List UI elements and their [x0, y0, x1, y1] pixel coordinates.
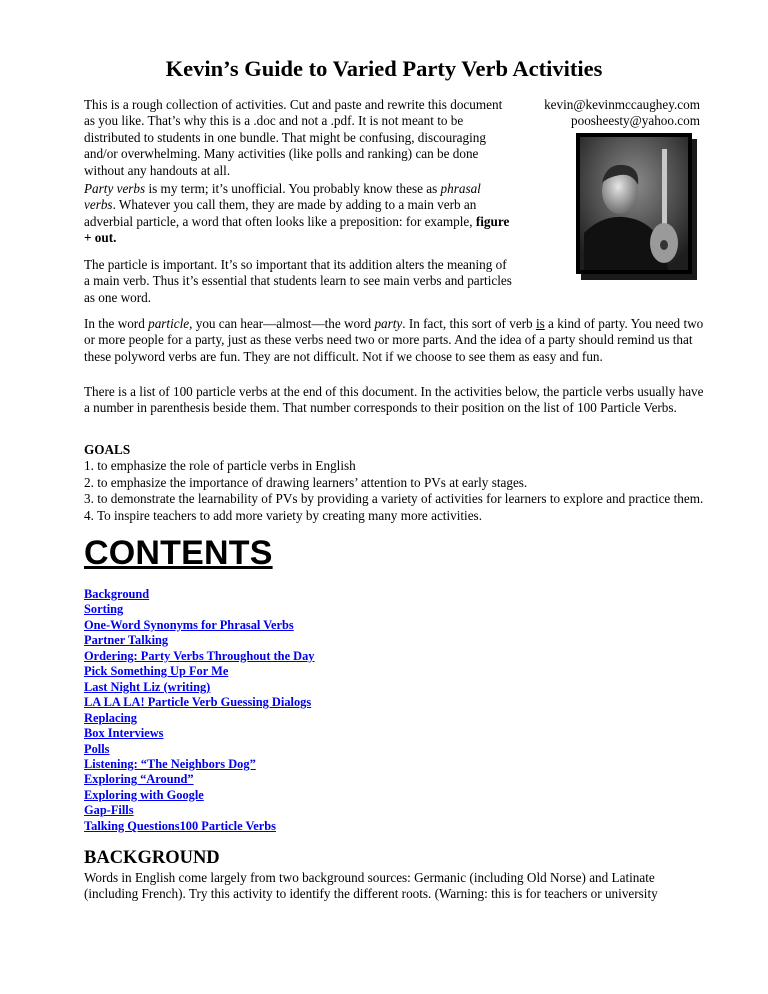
- toc-item: [84, 772, 315, 787]
- toc-link-ordering[interactable]: Ordering: Party Verbs Throughout the Day: [84, 648, 315, 663]
- toc-item: [84, 726, 315, 741]
- contact-email-secondary: poosheesty@yahoo.com: [571, 113, 700, 129]
- toc-item: [84, 664, 315, 679]
- intro-paragraph-4: [84, 316, 704, 365]
- toc-link-background[interactable]: Background: [84, 587, 150, 601]
- contents-heading: CONTENTS: [84, 534, 273, 572]
- toc-item: [84, 803, 315, 818]
- emphasis-is: is: [535, 316, 545, 331]
- toc-link-talking-questions[interactable]: Talking Questions100 Particle Verbs: [84, 818, 276, 833]
- text-run: is my term; it’s unofficial. You probably know these as: [145, 181, 441, 196]
- term-phrasal-verbs: phrasal verbs: [84, 181, 481, 213]
- toc-link-partner-talking[interactable]: Partner Talking: [84, 633, 169, 648]
- toc-item: [84, 649, 315, 664]
- term-particle: particle: [148, 316, 190, 331]
- toc-link-listening[interactable]: Listening: “The Neighbors Dog”: [84, 756, 256, 771]
- toc-item: [84, 819, 315, 834]
- text-run: , you can hear—almost—the word: [189, 316, 375, 331]
- toc-link-pick-something-up[interactable]: Pick Something Up For Me: [84, 664, 229, 679]
- toc-link-sorting[interactable]: Sorting: [84, 602, 124, 617]
- toc-item: [84, 602, 315, 617]
- text-run: a kind of party. You need two or more people for a party, just as these verbs need two or more parts. And the idea of a party should remind us that these polyword verbs are fun. They are not difficult. Not if we choose to see them as easy and fun.: [84, 316, 704, 364]
- goals-heading: GOALS: [84, 442, 131, 457]
- intro-paragraph-3: The particle is important. It’s so important that its addition alters the meaning of a main verb. Thus it’s essential that students learn to see main verbs and particles as one word.: [84, 257, 512, 305]
- background-paragraph: Words in English come largely from two background sources: Germanic (including Old Norse) and Latinate (including French). Try this activity to identify the different roots. (Warning: this is for teachers or university: [84, 870, 658, 902]
- author-photo-image: [576, 133, 692, 274]
- toc-link-box-interviews[interactable]: Box Interviews: [84, 726, 164, 741]
- table-of-contents: [84, 587, 315, 834]
- text-run: . Whatever you call them, they are made by adding to a main verb an adverbial particle, a word that often looks like a preposition: for example,: [84, 197, 477, 229]
- toc-link-replacing[interactable]: Replacing: [84, 710, 138, 725]
- contact-email-primary: kevin@kevinmccaughey.com: [544, 97, 700, 112]
- author-photo: [576, 133, 692, 274]
- toc-link-gap-fills[interactable]: Gap-Fills: [84, 803, 134, 818]
- toc-item: [84, 742, 315, 757]
- toc-link-last-night-liz[interactable]: Last Night Liz (writing): [84, 679, 211, 694]
- toc-item: [84, 680, 315, 695]
- toc-link-polls[interactable]: Polls: [84, 741, 110, 756]
- example-figure-out: figure + out.: [84, 213, 510, 246]
- toc-item: [84, 618, 315, 633]
- toc-item: [84, 633, 315, 648]
- toc-item: [84, 788, 315, 803]
- toc-item: [84, 587, 315, 602]
- goals-section: [84, 442, 704, 524]
- goal-item: 2. to emphasize the importance of drawing learners’ attention to PVs at early stages.: [84, 474, 528, 490]
- term-party-verbs: Party verbs: [84, 181, 146, 196]
- goal-item: 1. to emphasize the role of particle verbs in English: [84, 458, 356, 474]
- text-run: In the word: [84, 316, 149, 331]
- toc-item: [84, 711, 315, 726]
- term-party: party: [374, 316, 403, 331]
- text-run: . In fact, this sort of verb: [402, 316, 536, 331]
- toc-link-la-la-la[interactable]: LA LA LA! Particle Verb Guessing Dialogs: [84, 695, 312, 710]
- toc-item: [84, 695, 315, 710]
- contact-block: [544, 97, 700, 130]
- intro-paragraph-5: There is a list of 100 particle verbs at the end of this document. In the activities below, the particle verbs usually have a number in parenthesis beside them. That number corresponds to their position on the list of 100 Particle Verbs.: [84, 384, 704, 416]
- document-title: Kevin’s Guide to Varied Party Verb Activities: [165, 56, 603, 81]
- toc-link-synonyms[interactable]: One-Word Synonyms for Phrasal Verbs: [84, 617, 294, 632]
- goal-item: 3. to demonstrate the learnability of PVs by providing a variety of activities for learners to explore and practice them.: [84, 491, 704, 507]
- goal-item: 4. To inspire teachers to add more variety by creating many more activities.: [84, 507, 482, 523]
- intro-paragraph-1: This is a rough collection of activities. Cut and paste and rewrite this document as you like. That’s why this is a .doc and not a .pdf. It is not meant to be distributed to students in one bundle. That might be confusing, discouraging and/or overwhelming. Many activities (like polls and ranking) can be done without any handouts at all.: [84, 97, 503, 178]
- toc-link-exploring-around[interactable]: Exploring “Around”: [84, 772, 194, 787]
- toc-link-exploring-google[interactable]: Exploring with Google: [84, 787, 204, 802]
- toc-item: [84, 757, 315, 772]
- intro-paragraph-2: [84, 181, 514, 247]
- background-heading: BACKGROUND: [84, 848, 220, 868]
